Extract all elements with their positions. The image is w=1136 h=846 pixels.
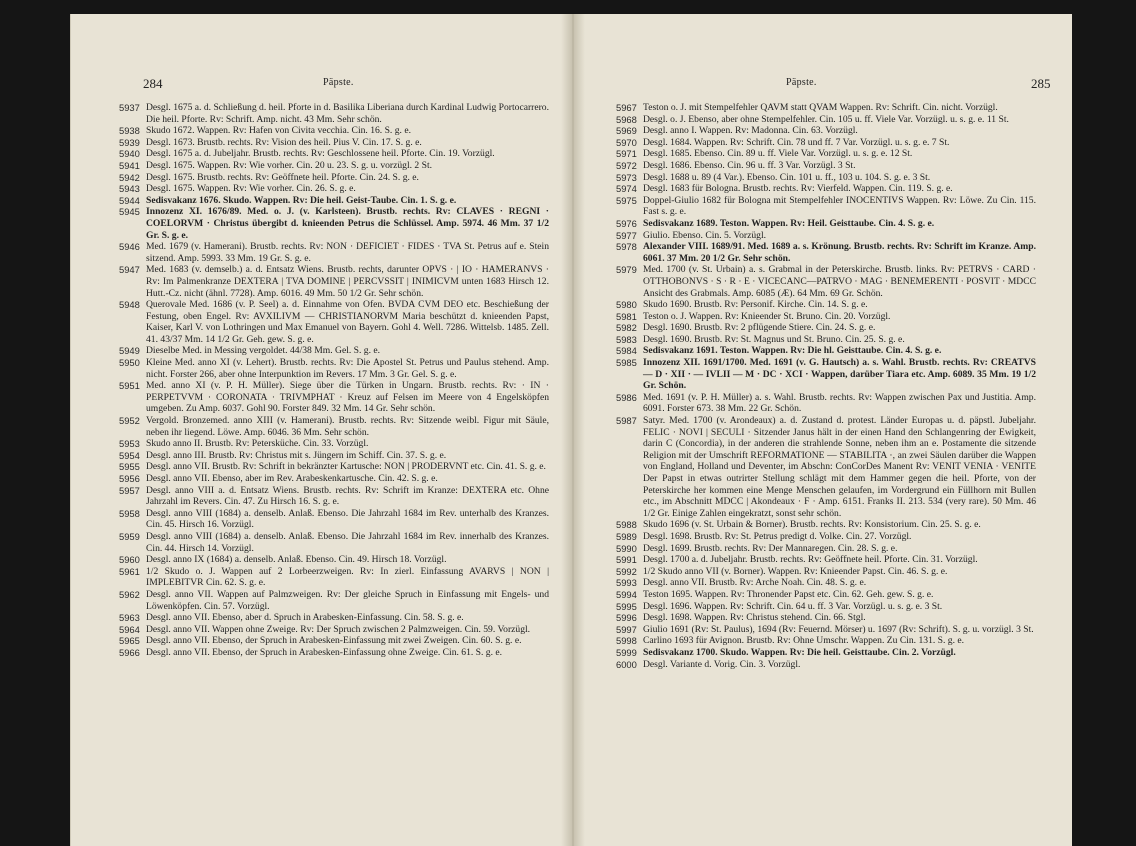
catalog-entry	[616, 137, 1036, 149]
catalog-entry	[616, 102, 1036, 114]
catalog-entry	[119, 450, 549, 462]
entry-text: Desgl. 1675. Brustb. rechts. Rv: Geöffnete heil. Pforte. Cin. 24. S. g. e.	[146, 171, 419, 183]
catalog-entry	[119, 554, 549, 566]
entry-number: 5982	[616, 322, 637, 334]
page-number: 285	[1031, 76, 1051, 91]
entry-text: Vergold. Bronzemed. anno XIII (v. Hamerani). Brustb. rechts. Rv: Sitzende weibl. Figur mit Säule, neben ihr liegend. Löwe. Amp. 6046. 36 Mm. Sehr schön.	[146, 415, 549, 438]
entry-list	[616, 102, 1036, 670]
catalog-entry	[119, 508, 549, 531]
entry-number: 5964	[119, 623, 140, 635]
catalog-entry	[119, 183, 549, 195]
entry-number: 5992	[616, 565, 637, 577]
catalog-entry	[616, 659, 1036, 671]
entry-number: 5958	[119, 507, 140, 519]
entry-number: 5950	[119, 357, 140, 369]
catalog-entry	[119, 473, 549, 485]
entry-number: 5995	[616, 600, 637, 612]
catalog-entry	[616, 125, 1036, 137]
entry-number: 5987	[616, 415, 637, 427]
entry-text: Querovale Med. 1686 (v. P. Seel) a. d. Einnahme von Ofen. BVDA CVM DEO etc. Beschießung der Festung, oben Engel. Rv: AVXILIVM — CHRISTIANORVM Maria beschützt d. knieenden Papst, Kaiser, Karl V. von Lothringen und Max Emanuel von Bayern. Gohl 4. Well. 7286. Wittelsb. 1485. Zell. 41. 43/37 Mm. 14 1/2 Gr. Geh. gew. S. g. e.	[146, 299, 549, 345]
catalog-entry	[616, 415, 1036, 519]
entry-text: Desgl. 1690. Brustb. Rv: 2 pflügende Stiere. Cin. 24. S. g. e.	[643, 322, 876, 334]
catalog-entry	[616, 647, 1036, 659]
catalog-entry	[616, 554, 1036, 566]
entry-text: Desgl. anno VIII (1684) a. denselb. Anlaß. Ebenso. Die Jahrzahl 1684 im Rev. unterhalb des Kranzes. Cin. 45. Hirsch 16. Vorzügl.	[146, 507, 549, 531]
entry-number: 5968	[616, 113, 637, 125]
entry-number: 5993	[616, 577, 637, 589]
catalog-entry	[119, 137, 549, 149]
catalog-entry	[616, 334, 1036, 346]
entry-text: Giulio 1691 (Rv: St. Paulus), 1694 (Rv: Feuernd. Mörser) u. 1697 (Rv: Schrift). S. g. u. vorzügl. 3 St.	[643, 623, 1034, 635]
entry-text: Desgl. 1675. Wappen. Rv: Wie vorher. Cin. 20 u. 23. S. g. u. vorzügl. 2 St.	[146, 159, 433, 171]
entry-text: Desgl. 1673. Brustb. rechts. Rv: Vision des heil. Pius V. Cin. 17. S. g. e.	[146, 136, 422, 148]
catalog-entry	[119, 148, 549, 160]
catalog-entry	[119, 438, 549, 450]
entry-text: Innozenz XI. 1676/89. Med. o. J. (v. Karlsteen). Brustb. rechts. Rv: CLAVES · REGNI · COELORVM · Christus übergibt d. knieenden Petrus die Schlüssel. Amp. 5974. 46 Mm. 37 1/2 Gr. S. g. e.	[146, 206, 549, 241]
catalog-entry	[616, 114, 1036, 126]
catalog-entry	[616, 357, 1036, 392]
catalog-entry	[119, 172, 549, 184]
entry-number: 5996	[616, 612, 637, 624]
entry-number: 5952	[119, 415, 140, 427]
entry-number: 5997	[616, 623, 637, 635]
catalog-entry	[119, 264, 549, 299]
catalog-entry	[119, 357, 549, 380]
catalog-entry	[616, 519, 1036, 531]
entry-text: Desgl. o. J. Ebenso, aber ohne Stempelfehler. Cin. 105 u. ff. Viele Var. Vorzügl. u. s. g. e. 11 St.	[643, 113, 1009, 125]
entry-number: 5985	[616, 357, 637, 369]
entry-text: 1/2 Skudo o. J. Wappen auf 2 Lorbeerzweigen. Rv: In zierl. Einfassung AVARVS | NON | IMPLEBITVR Cin. 62. S. g. e.	[146, 565, 549, 589]
entry-text: Desgl. 1684. Wappen. Rv: Schrift. Cin. 78 und ff. 7 Var. Vorzügl. u. s. g. e. 7 St.	[643, 136, 950, 148]
entry-text: Desgl. 1675 a. d. Schließung d. heil. Pforte in d. Basilika Liberiana durch Kardinal Ludwig Portocarrero. Die heil. Pforte. Rv: Schrift. Amp. nicht. 43 Mm. Sehr schön.	[146, 102, 549, 125]
entry-number: 5953	[119, 438, 140, 450]
catalog-entry	[616, 543, 1036, 555]
entry-text: Desgl. 1683 für Bologna. Brustb. rechts. Rv: Vierfeld. Wappen. Cin. 119. S. g. e.	[643, 183, 953, 195]
catalog-entry	[119, 195, 549, 207]
catalog-entry	[616, 195, 1036, 218]
catalog-entry	[616, 322, 1036, 334]
catalog-entry	[616, 172, 1036, 184]
catalog-entry	[616, 392, 1036, 415]
catalog-entry	[119, 299, 549, 345]
catalog-entry	[616, 345, 1036, 357]
entry-number: 5959	[119, 530, 140, 542]
catalog-entry	[616, 612, 1036, 624]
entry-text: Sedisvakanz 1700. Skudo. Wappen. Rv: Die heil. Geisttaube. Cin. 2. Vorzügl.	[643, 646, 956, 658]
entry-number: 5940	[119, 148, 140, 160]
entry-text: Med. 1679 (v. Hamerani). Brustb. rechts. Rv: NON · DEFICIET · FIDES · TVA St. Petrus auf e. Stein sitzend. Amp. 5993. 33 Mm. 19 Gr. S. g. e.	[146, 241, 549, 264]
catalog-entry	[119, 160, 549, 172]
catalog-entry	[616, 311, 1036, 323]
entry-text: Desgl. anno I. Wappen. Rv: Madonna. Cin. 63. Vorzügl.	[643, 125, 858, 137]
entry-number: 5954	[119, 449, 140, 461]
catalog-entry	[616, 589, 1036, 601]
catalog-entry	[616, 160, 1036, 172]
right-page	[576, 14, 1072, 846]
entry-text: Med. anno XI (v. P. H. Müller). Siege über die Türken in Ungarn. Brustb. rechts. Rv: · IN · PERPETVVM · CORONATA · TRIVMPHAT · Kreuz auf Felsen im Meere von 4 Engelsköpfen umgeben. Zu Amp. 6037. Gohl 90. Forster 849. 32 Mm. 14 Gr. Sehr schön.	[146, 380, 549, 415]
entry-text: Desgl. anno VII. Brustb. Rv: Arche Noah. Cin. 48. S. g. e.	[643, 577, 867, 589]
entry-text: Skudo 1696 (v. St. Urbain & Borner). Brustb. rechts. Rv: Konsistorium. Cin. 25. S. g. e.	[643, 519, 981, 531]
catalog-entry	[616, 148, 1036, 160]
entry-text: Skudo 1672. Wappen. Rv: Hafen von Civita vecchia. Cin. 16. S. g. e.	[146, 125, 411, 137]
catalog-entry	[119, 566, 549, 589]
catalog-entry	[616, 635, 1036, 647]
catalog-entry	[119, 624, 549, 636]
entry-number: 5991	[616, 554, 637, 566]
entry-text: Doppel-Giulio 1682 für Bologna mit Stempelfehler INOCENTIVS Wappen. Rv: Löwe. Zu Cin. 115. Fast s. g. e.	[643, 194, 1036, 218]
entry-text: Desgl. anno IX (1684) a. denselb. Anlaß. Ebenso. Cin. 49. Hirsch 18. Vorzügl.	[146, 554, 447, 566]
entry-text: Teston o. J. Wappen. Rv: Knieender St. Bruno. Cin. 20. Vorzügl.	[643, 310, 891, 322]
entry-text: Desgl. 1686. Ebenso. Cin. 96 u. ff. 3 Var. Vorzügl. 3 St.	[643, 159, 856, 171]
entry-text: Teston o. J. mit Stempelfehler QAVM statt QVAM Wappen. Rv: Schrift. Cin. nicht. Vorzügl.	[643, 102, 998, 113]
entry-text: Med. 1700 (v. St. Urbain) a. s. Grabmal in der Peterskirche. Brustb. links. Rv: PETRVS · CARD · OTTHOBONVS · S · R · E · VICECANC—PATRVO · MAG · BENEMERENTI · POSVIT · MDCC Ansicht des Grabmals. Amp. 6085 (Æ). 64 Mm. 69 Gr. Schön.	[643, 264, 1036, 299]
entry-number: 5948	[119, 299, 140, 311]
entry-number: 5960	[119, 554, 140, 566]
entry-number: 5945	[119, 206, 140, 218]
catalog-entry	[119, 241, 549, 264]
entry-number: 5969	[616, 125, 637, 137]
entry-number: 5978	[616, 241, 637, 253]
entry-text: Desgl. anno VIII (1684) a. denselb. Anlaß. Ebenso. Die Jahrzahl 1684 im Rev. innerhalb des Kranzes. Cin. 44. Hirsch 14. Vorzügl.	[146, 530, 549, 554]
entry-number: 5990	[616, 542, 637, 554]
entry-text: Skudo 1690. Brustb. Rv: Personif. Kirche. Cin. 14. S. g. e.	[643, 299, 868, 311]
entry-number: 5957	[119, 484, 140, 496]
entry-number: 5962	[119, 588, 140, 600]
catalog-entry	[119, 380, 549, 415]
catalog-entry	[616, 241, 1036, 264]
entry-number: 5938	[119, 125, 140, 137]
entry-number: 5965	[119, 635, 140, 647]
catalog-entry	[616, 230, 1036, 242]
catalog-entry	[119, 647, 549, 659]
entry-text: Skudo anno II. Brustb. Rv: Petersküche. Cin. 33. Vorzügl.	[146, 438, 369, 450]
entry-number: 5989	[616, 530, 637, 542]
catalog-entry	[119, 102, 549, 125]
entry-number: 5967	[616, 102, 637, 113]
entry-text: Desgl. anno VII. Ebenso, der Spruch in Arabesken-Einfassung mit zwei Zweigen. Cin. 60. S. g. e.	[146, 635, 522, 647]
entry-number: 5974	[616, 183, 637, 195]
entry-text: Desgl. 1675 a. d. Jubeljahr. Brustb. rechts. Rv: Geschlossene heil. Pforte. Cin. 19. Vorzügl.	[146, 148, 495, 160]
entry-number: 5951	[119, 380, 140, 392]
entry-text: Carlino 1693 für Avignon. Brustb. Rv: Ohne Umschr. Wappen. Zu Cin. 131. S. g. e.	[643, 635, 965, 647]
entry-text: 1/2 Skudo anno VII (v. Borner). Wappen. Rv: Knieender Papst. Cin. 46. S. g. e.	[643, 565, 948, 577]
entry-number: 5963	[119, 612, 140, 624]
entry-text: Desgl. Variante d. Vorig. Cin. 3. Vorzügl.	[643, 658, 801, 670]
entry-text: Giulio. Ebenso. Cin. 5. Vorzügl.	[643, 229, 767, 241]
entry-text: Innozenz XII. 1691/1700. Med. 1691 (v. G. Hautsch) a. s. Wahl. Brustb. rechts. Rv: CREATVS — D · XII · — IVLII — M · DC · XCI · Wappen, darüber Tiara etc. Amp. 6089. 35 Mm. 19 1/2 Gr. Schön.	[643, 357, 1036, 392]
catalog-entry	[119, 635, 549, 647]
entry-text: Desgl. anno VIII a. d. Entsatz Wiens. Brustb. rechts. Rv: Schrift im Kranze: DEXTERA etc. Ohne Jahrzahl im Revers. Cin. 47. Zu Hirsch 16. S. g. e.	[146, 484, 549, 508]
running-head: Päpste.	[323, 77, 354, 88]
entry-number: 5955	[119, 461, 140, 473]
entry-text: Med. 1683 (v. demselb.) a. d. Entsatz Wiens. Brustb. rechts, darunter OPVS · | IO · HAMERANVS · Rv: Im Palmenkranze DEXTERA | TVA DOMINE | PERCVSSIT | INIMICVM unten 1683 Hirsch 12. Hutt.-Cz. nicht (ähnl. 7728). Amp. 6016. 49 Mm. 50 1/2 Gr. Sehr schön.	[146, 264, 549, 299]
page-number: 284	[143, 76, 163, 91]
entry-number: 5999	[616, 646, 637, 658]
entry-number: 5973	[616, 171, 637, 183]
entry-list	[119, 102, 549, 659]
entry-number: 5949	[119, 345, 140, 357]
entry-text: Med. 1691 (v. P. H. Müller) a. s. Wahl. Brustb. rechts. Rv: Wappen zwischen Pax und Justitia. Amp. 6091. Forster 673. 38 Mm. 22 Gr. Schön.	[643, 391, 1036, 415]
entry-text: Desgl. 1675. Wappen. Rv: Wie vorher. Cin. 26. S. g. e.	[146, 183, 356, 195]
catalog-entry	[119, 612, 549, 624]
entry-number: 5943	[119, 183, 140, 195]
entry-number: 5966	[119, 646, 140, 658]
entry-number: 6000	[616, 658, 637, 670]
catalog-entry	[616, 183, 1036, 195]
entry-number: 5946	[119, 241, 140, 253]
catalog-entry	[616, 624, 1036, 636]
entry-number: 5975	[616, 194, 637, 206]
entry-text: Desgl. anno VII. Wappen auf Palmzweigen. Rv: Der gleiche Spruch in Einfassung mit Engels- und Löwenköpfen. Cin. 57. Vorzügl.	[146, 588, 549, 612]
catalog-entry	[616, 218, 1036, 230]
entry-number: 5998	[616, 635, 637, 647]
entry-text: Desgl. anno VII. Ebenso, aber d. Spruch in Arabesken-Einfassung. Cin. 58. S. g. e.	[146, 612, 464, 624]
entry-number: 5972	[616, 159, 637, 171]
catalog-entry	[616, 531, 1036, 543]
entry-text: Dieselbe Med. in Messing vergoldet. 44/38 Mm. Gel. S. g. e.	[146, 345, 381, 357]
entry-number: 5939	[119, 136, 140, 148]
catalog-entry	[616, 577, 1036, 589]
entry-text: Sedisvakanz 1689. Teston. Wappen. Rv: Heil. Geisttaube. Cin. 4. S. g. e.	[643, 217, 935, 229]
entry-text: Kleine Med. anno XI (v. Lehert). Brustb. rechts. Rv: Die Apostel St. Petrus und Paulus stehend. Amp. nicht. Forster 266, aber ohne Interpunktion im Revers. 17 Mm. 3 Gr. Gel. S. g. e.	[146, 357, 549, 380]
catalog-entry	[616, 299, 1036, 311]
entry-number: 5984	[616, 345, 637, 357]
entry-number: 5942	[119, 171, 140, 183]
entry-number: 5941	[119, 159, 140, 171]
catalog-entry	[119, 345, 549, 357]
entry-text: Desgl. 1698. Brustb. Rv: St. Petrus predigt d. Volke. Cin. 27. Vorzügl.	[643, 530, 912, 542]
entry-text: Desgl. 1688 u. 89 (4 Var.). Ebenso. Cin. 101 u. ff., 103 u. 104. S. g. e. 3 St.	[643, 171, 931, 183]
entry-number: 5956	[119, 473, 140, 484]
entry-number: 5944	[119, 194, 140, 206]
catalog-entry	[119, 461, 549, 473]
entry-number: 5981	[616, 310, 637, 322]
entry-text: Desgl. 1699. Brustb. rechts. Rv: Der Mannaregen. Cin. 28. S. g. e.	[643, 542, 898, 554]
entry-number: 5980	[616, 299, 637, 311]
book-spread	[70, 14, 1072, 846]
catalog-entry	[119, 589, 549, 612]
entry-text: Desgl. anno VII. Ebenso, der Spruch in Arabesken-Einfassung ohne Zweige. Cin. 61. S. g. e.	[146, 646, 503, 658]
entry-text: Teston 1695. Wappen. Rv: Thronender Papst etc. Cin. 62. Geh. gew. S. g. e.	[643, 588, 934, 600]
entry-number: 5979	[616, 264, 637, 276]
entry-number: 5983	[616, 333, 637, 345]
entry-text: Desgl. 1685. Ebenso. Cin. 89 u. ff. Viele Var. Vorzügl. u. s. g. e. 12 St.	[643, 148, 913, 160]
entry-text: Desgl. 1700 a. d. Jubeljahr. Brustb. rechts. Rv: Geöffnete heil. Pforte. Cin. 31. Vorzügl.	[643, 554, 978, 566]
entry-text: Desgl. 1698. Wappen. Rv: Christus stehend. Cin. 66. Stgl.	[643, 612, 866, 624]
entry-text: Sedisvakanz 1676. Skudo. Wappen. Rv: Die heil. Geist-Taube. Cin. 1. S. g. e.	[146, 194, 457, 206]
entry-text: Alexander VIII. 1689/91. Med. 1689 a. s. Krönung. Brustb. rechts. Rv: Schrift im Kranze. Amp. 6061. 37 Mm. 20 1/2 Gr. Sehr schön.	[643, 241, 1036, 264]
entry-number: 5947	[119, 264, 140, 276]
catalog-entry	[616, 601, 1036, 613]
entry-text: Desgl. anno VII. Brustb. Rv: Schrift in bekränzter Kartusche: NON | PRODERVNT etc. Cin. 41. S. g. e.	[146, 461, 546, 473]
catalog-entry	[119, 531, 549, 554]
entry-number: 5961	[119, 565, 140, 577]
entry-number: 5937	[119, 102, 140, 113]
catalog-entry	[119, 485, 549, 508]
entry-number: 5971	[616, 148, 637, 160]
running-head: Päpste.	[786, 77, 817, 88]
entry-text: Sedisvakanz 1691. Teston. Wappen. Rv: Die hl. Geisttaube. Cin. 4. S. g. e.	[643, 345, 942, 357]
catalog-entry	[119, 125, 549, 137]
entry-text: Desgl. anno VII. Wappen ohne Zweige. Rv: Der Spruch zwischen 2 Palmzweigen. Cin. 59. Vorzügl.	[146, 623, 531, 635]
entry-number: 5977	[616, 229, 637, 241]
left-page	[71, 14, 571, 846]
catalog-entry	[616, 264, 1036, 299]
entry-number: 5976	[616, 217, 637, 229]
catalog-entry	[119, 206, 549, 241]
entry-number: 5970	[616, 136, 637, 148]
entry-text: Desgl. 1696. Wappen. Rv: Schrift. Cin. 64 u. ff. 3 Var. Vorzügl. u. s. g. e. 3 St.	[643, 600, 943, 612]
entry-text: Desgl. 1690. Brustb. Rv: St. Magnus und St. Bruno. Cin. 25. S. g. e.	[643, 333, 905, 345]
entry-number: 5988	[616, 519, 637, 531]
catalog-entry	[119, 415, 549, 438]
entry-number: 5986	[616, 391, 637, 403]
catalog-entry	[616, 566, 1036, 578]
entry-text: Satyr. Med. 1700 (v. Arondeaux) a. d. Zustand d. protest. Länder Europas u. d. päpstl. Jubeljahr. FELIC · NOVI | SECULI · Sitzender Janus hält in der einen Hand den Schlangenring der Ewigkeit, darin C (Concordia), in der anderen die strahlende Sonne, neben ihm an e. Postamente die sitzende Religion mit der Umschrift REFORMATIONE — STABILITA ·, an zwei Säulen darüber die Wappen von England, Holland und Deventer, im Abschn: ConCorDes Manent Rv: VENIT VENIA · VENITE Der Papst in etwas outrirter Stellung schlägt mit dem Hammer gegen die heil. Pforte, von der Peterskirche her kommen eine Menge Menschen gelaufen, im Vordergrund ein Füllhorn mit Bullen etc., im Abschnitt MDCC | Akondeaux · F · Amp. 6151. Franks II. 213. 534 (very rare). 50 Mm. 46 1/2 Gr. Einige Zahlen eingekratzt, sonst sehr schön.	[643, 415, 1036, 519]
entry-text: Desgl. anno III. Brustb. Rv: Christus mit s. Jüngern im Schiff. Cin. 37. S. g. e.	[146, 449, 447, 461]
entry-number: 5994	[616, 588, 637, 600]
entry-text: Desgl. anno VII. Ebenso, aber im Rev. Arabeskenkartusche. Cin. 42. S. g. e.	[146, 473, 438, 484]
